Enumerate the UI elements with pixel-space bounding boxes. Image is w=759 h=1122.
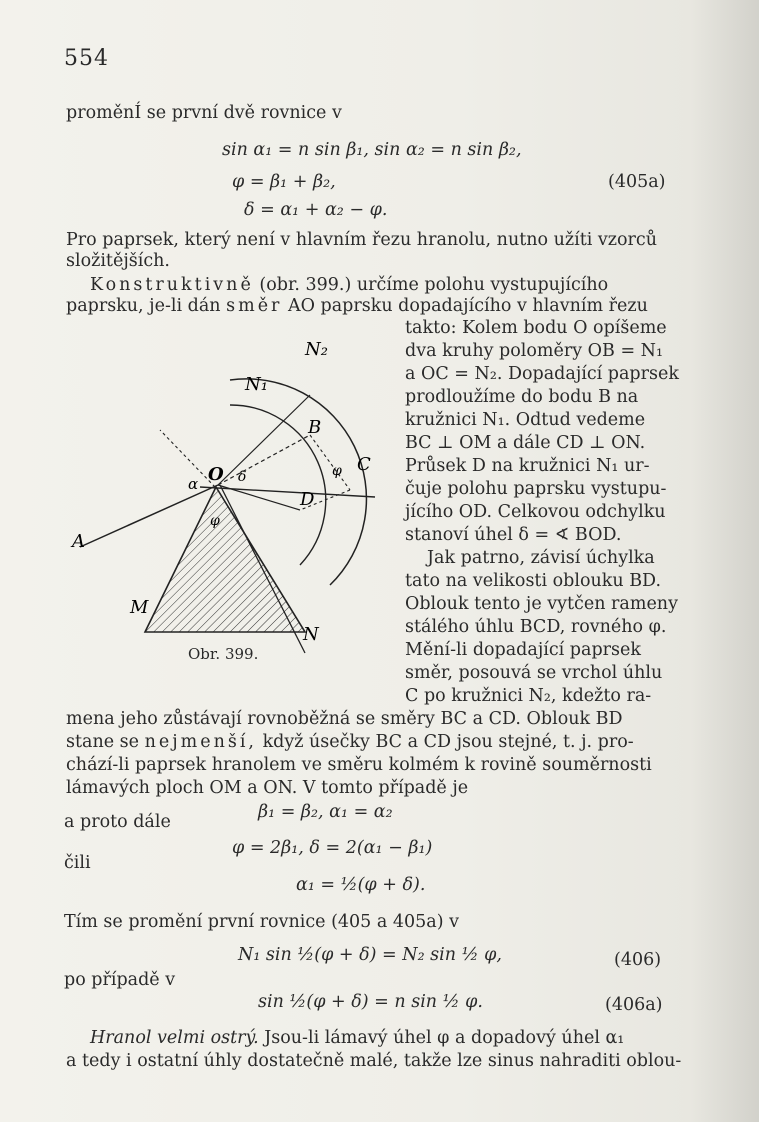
label-N: N <box>303 624 319 645</box>
label-alpha: α <box>188 475 199 493</box>
prism-refraction-figure <box>60 335 400 670</box>
text-line: C po kružnici N₂, kdežto ra- <box>405 686 652 706</box>
equation-405a-line3: δ = α₁ + α₂ − φ. <box>244 200 388 220</box>
section-title-italic: Hranol velmi ostrý. <box>90 1028 259 1048</box>
text-line: čili <box>64 853 91 873</box>
label-A: A <box>72 531 85 552</box>
text-line: stanoví úhel δ = ∢ BOD. <box>405 525 622 545</box>
equation-number-405a: (405a) <box>608 172 666 192</box>
equation-phi-delta: φ = 2β₁, δ = 2(α₁ − β₁) <box>232 838 433 858</box>
equation-number-406: (406) <box>614 950 662 970</box>
equation-405a-line2: φ = β₁ + β₂, <box>232 172 336 192</box>
text-line: směr, posouvá se vrchol úhlu <box>405 663 663 683</box>
label-N2: N₂ <box>305 339 328 360</box>
text-line: a proto dále <box>64 812 171 832</box>
label-phi-top: φ <box>332 463 342 479</box>
line-to-N2 <box>218 395 310 485</box>
label-C: C <box>357 454 371 475</box>
line-BC <box>310 435 350 490</box>
text-line: mena jeho zůstávají rovnoběžná se směry BC a CD. Oblouk BD <box>66 709 623 729</box>
spaced-word: směr <box>226 296 283 316</box>
text-line: tato na velikosti oblouku BD. <box>405 571 662 591</box>
text-line: chází-li paprsek hranolem ve směru kolmém k rovině souměrnosti <box>66 755 652 775</box>
text-span: AO paprsku dopadajícího v hlavním řezu <box>288 296 648 316</box>
text-line: Pro paprsek, který není v hlavním řezu hranolu, nutno užíti vzorců <box>66 230 657 250</box>
text-line: složitějších. <box>66 251 170 271</box>
text-line: kružnici N₁. Odtud vedeme <box>405 410 646 430</box>
text-line: a OC = N₂. Dopadající paprsek <box>405 364 679 384</box>
text-line: prodloužíme do bodu B na <box>405 387 639 407</box>
text-line: Průsek D na kružnici N₁ ur- <box>405 456 650 476</box>
text-span: Jsou-li lámavý úhel φ a dopadový úhel α₁ <box>264 1028 625 1048</box>
text-line <box>66 296 648 316</box>
text-line: dva kruhy poloměry OB = N₁ <box>405 341 664 361</box>
equation-406a: sin ½(φ + δ) = n sin ½ φ. <box>258 992 483 1012</box>
text-line: Oblouk tento je vytčen rameny <box>405 594 678 614</box>
ray-extension <box>218 435 310 485</box>
text-line: po případě v <box>64 970 176 990</box>
text-line: BC ⊥ OM a dále CD ⊥ ON. <box>405 433 646 453</box>
text-line <box>90 275 608 295</box>
text-line: takto: Kolem bodu O opíšeme <box>405 318 667 338</box>
spaced-word: nejmenší, <box>144 732 257 752</box>
text-line: jícího OD. Celkovou odchylku <box>405 502 666 522</box>
text-span: stane se <box>66 732 139 752</box>
text-line: Mění-li dopadající paprsek <box>405 640 641 660</box>
text-span: (obr. 399.) určíme polohu vystupujícího <box>259 275 609 295</box>
prism <box>145 487 305 632</box>
label-B: B <box>308 417 322 438</box>
text-span: když úsečky BC a CD jsou stejné, t. j. pro- <box>262 732 634 752</box>
text-line: stálého úhlu BCD, rovného φ. <box>405 617 667 637</box>
equation-alpha: α₁ = ½(φ + δ). <box>296 875 426 895</box>
label-O: O <box>208 464 224 485</box>
text-line <box>66 732 634 752</box>
text-line: a tedy i ostatní úhly dostatečně malé, takže lze sinus nahraditi oblou- <box>66 1051 682 1071</box>
text-line: Tím se promění první rovnice (405 a 405a) v <box>64 912 459 932</box>
equation-beta: β₁ = β₂, α₁ = α₂ <box>258 802 393 822</box>
text-line: čuje polohu paprsku vystupu- <box>405 479 667 499</box>
equation-number-406a: (406a) <box>605 995 663 1015</box>
text-span: paprsku, je-li dán <box>66 296 221 316</box>
text-line: proměnÍ se první dvě rovnice v <box>66 103 342 123</box>
label-M: M <box>130 597 149 618</box>
text-line: lámavých ploch OM a ON. V tomto případě je <box>66 778 469 798</box>
show-through-edge <box>690 0 759 1122</box>
page-number: 554 <box>64 46 109 71</box>
label-phi-prism: φ <box>210 513 220 529</box>
equation-405a-line1: sin α₁ = n sin β₁, sin α₂ = n sin β₂, <box>222 140 522 160</box>
equation-406: N₁ sin ½(φ + δ) = N₂ sin ½ φ, <box>238 945 502 965</box>
text-line <box>90 1028 624 1048</box>
label-N1: N₁ <box>245 374 268 395</box>
figure-caption: Obr. 399. <box>188 645 259 663</box>
spaced-word: Konstruktivně <box>90 275 254 295</box>
label-delta: δ <box>238 469 247 485</box>
text-line: Jak patrno, závisí úchylka <box>427 548 655 568</box>
label-D: D <box>300 489 315 510</box>
